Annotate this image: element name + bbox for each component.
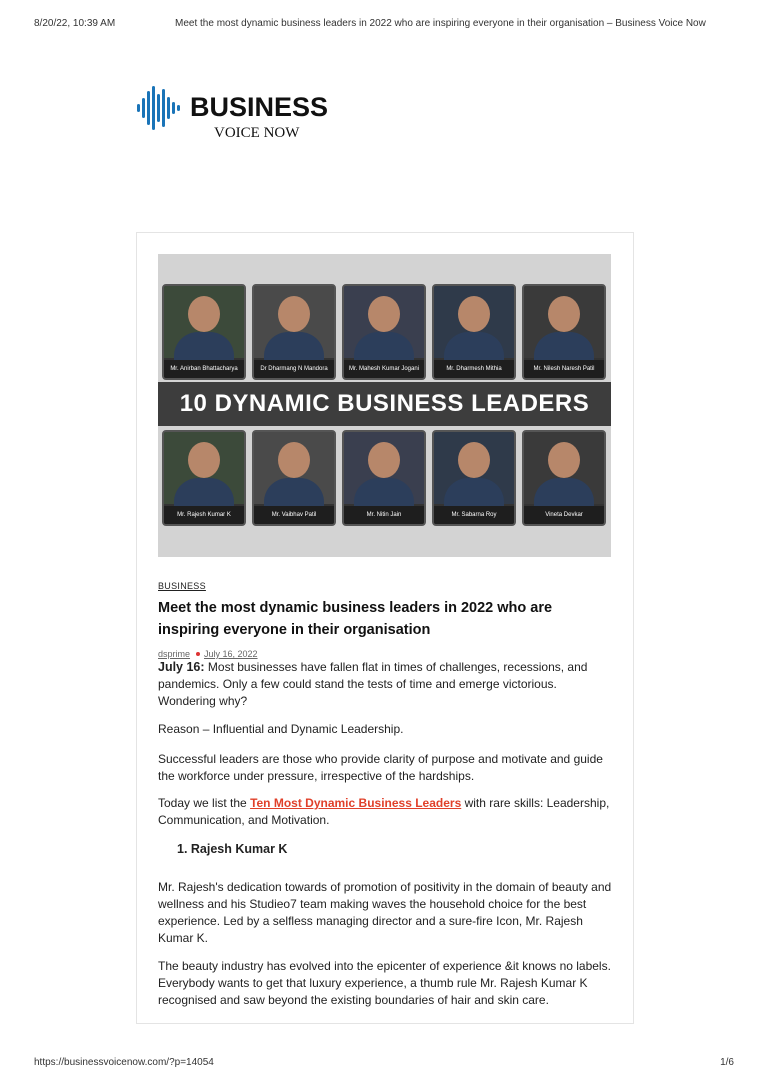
paragraph-list-intro-before: Today we list the bbox=[158, 796, 247, 810]
portrait-head bbox=[188, 442, 220, 478]
portrait-body bbox=[264, 332, 324, 362]
portrait-body bbox=[444, 332, 504, 362]
paragraph-leaders: Successful leaders are those who provide clarity of purpose and motivate and guide the workforce under pressure, irrespective of the hardships. bbox=[158, 752, 603, 783]
portrait-body bbox=[174, 478, 234, 508]
leader-portrait bbox=[522, 284, 606, 380]
article-meta bbox=[158, 649, 258, 659]
date-link[interactable]: July 16, 2022 bbox=[204, 649, 258, 659]
paragraph-rajesh-1: Mr. Rajesh's dedication towards of promotion of positivity in the domain of beauty and wellness and his Studieo7 team making waves the household choice for the best experience. Led by a selfless managing director and a sure-fire Icon, Mr. Rajesh Kumar K. bbox=[158, 880, 612, 945]
meta-separator-dot bbox=[196, 652, 200, 656]
paragraph-intro bbox=[158, 659, 613, 710]
print-url: https://businessvoicenow.com/?p=14054 bbox=[34, 1057, 214, 1068]
portrait-caption: Mr. Rajesh Kumar K bbox=[164, 506, 244, 524]
portrait-caption: Vineta Devkar bbox=[524, 506, 604, 524]
article-card bbox=[136, 232, 634, 1024]
article-headline: Meet the most dynamic business leaders in 2022 who are inspiring everyone in their organisation bbox=[158, 600, 553, 638]
category-link[interactable]: BUSINESS bbox=[158, 581, 206, 591]
featured-image[interactable] bbox=[158, 254, 611, 557]
portrait-head bbox=[458, 442, 490, 478]
leader-portrait bbox=[522, 430, 606, 526]
leader-portrait bbox=[342, 284, 426, 380]
portrait-head bbox=[368, 442, 400, 478]
print-datetime: 8/20/22, 10:39 AM bbox=[34, 18, 116, 29]
paragraph-lead: July 16: bbox=[158, 660, 205, 674]
paragraph-list-intro-after: with rare skills: Leadership, Communication, and Motivation. bbox=[158, 796, 610, 827]
portrait-head bbox=[458, 296, 490, 332]
portrait-body bbox=[534, 332, 594, 362]
portrait-body bbox=[174, 332, 234, 362]
portrait-head bbox=[548, 442, 580, 478]
logo-word-voice-now: VOICE NOW bbox=[214, 125, 300, 141]
portrait-caption: Dr Dharmang N Mandora bbox=[254, 360, 334, 378]
portrait-head bbox=[278, 442, 310, 478]
portrait-caption: Mr. Vaibhav Patil bbox=[254, 506, 334, 524]
leader-portrait bbox=[432, 430, 516, 526]
leader-portrait bbox=[252, 284, 336, 380]
list-item: 1. Rajesh Kumar K bbox=[177, 842, 288, 856]
paragraph-reason: Reason – Influential and Dynamic Leadership. bbox=[158, 722, 404, 736]
leader-portrait bbox=[342, 430, 426, 526]
portrait-body bbox=[354, 332, 414, 362]
leader-portrait bbox=[432, 284, 516, 380]
leader-portrait bbox=[162, 430, 246, 526]
portrait-head bbox=[368, 296, 400, 332]
portrait-body bbox=[264, 478, 324, 508]
portrait-caption: Mr. Anirban Bhattacharya bbox=[164, 360, 244, 378]
portrait-caption: Mr. Mahesh Kumar Jogani bbox=[344, 360, 424, 378]
portrait-head bbox=[188, 296, 220, 332]
portrait-head bbox=[278, 296, 310, 332]
featured-image-banner: 10 DYNAMIC BUSINESS LEADERS bbox=[158, 382, 611, 426]
logo-word-business: BUSINESS bbox=[190, 92, 329, 122]
portrait-caption: Mr. Nilesh Naresh Patil bbox=[524, 360, 604, 378]
print-page-title: Meet the most dynamic business leaders in 2022 who are inspiring everyone in their organisation – Business Voice Now bbox=[175, 18, 706, 29]
portrait-body bbox=[534, 478, 594, 508]
portrait-body bbox=[444, 478, 504, 508]
leader-portrait bbox=[162, 284, 246, 380]
print-page-number: 1/6 bbox=[720, 1057, 734, 1068]
portrait-caption: Mr. Dharmesh Mithia bbox=[434, 360, 514, 378]
ten-leaders-link[interactable]: Ten Most Dynamic Business Leaders bbox=[250, 796, 462, 810]
portrait-caption: Mr. Sabarna Roy bbox=[434, 506, 514, 524]
author-link[interactable]: dsprime bbox=[158, 649, 191, 659]
paragraph-list-intro bbox=[158, 795, 613, 829]
leader-portrait bbox=[252, 430, 336, 526]
sound-wave-icon bbox=[136, 84, 184, 132]
portrait-caption: Mr. Nitin Jain bbox=[344, 506, 424, 524]
paragraph-rajesh-2: The beauty industry has evolved into the epicenter of experience &it knows no labels. Everybody wants to get that luxury experience, a thumb rule Mr. Rajesh Kumar K recognised and saw beyond the existing boundaries of hair and skin care. bbox=[158, 959, 611, 1007]
portrait-head bbox=[548, 296, 580, 332]
portrait-body bbox=[354, 478, 414, 508]
paragraph-intro-text: Most businesses have fallen flat in times of challenges, recessions, and pandemics. Only a few could stand the tests of time and emerge victorious. Wondering why? bbox=[158, 660, 588, 708]
